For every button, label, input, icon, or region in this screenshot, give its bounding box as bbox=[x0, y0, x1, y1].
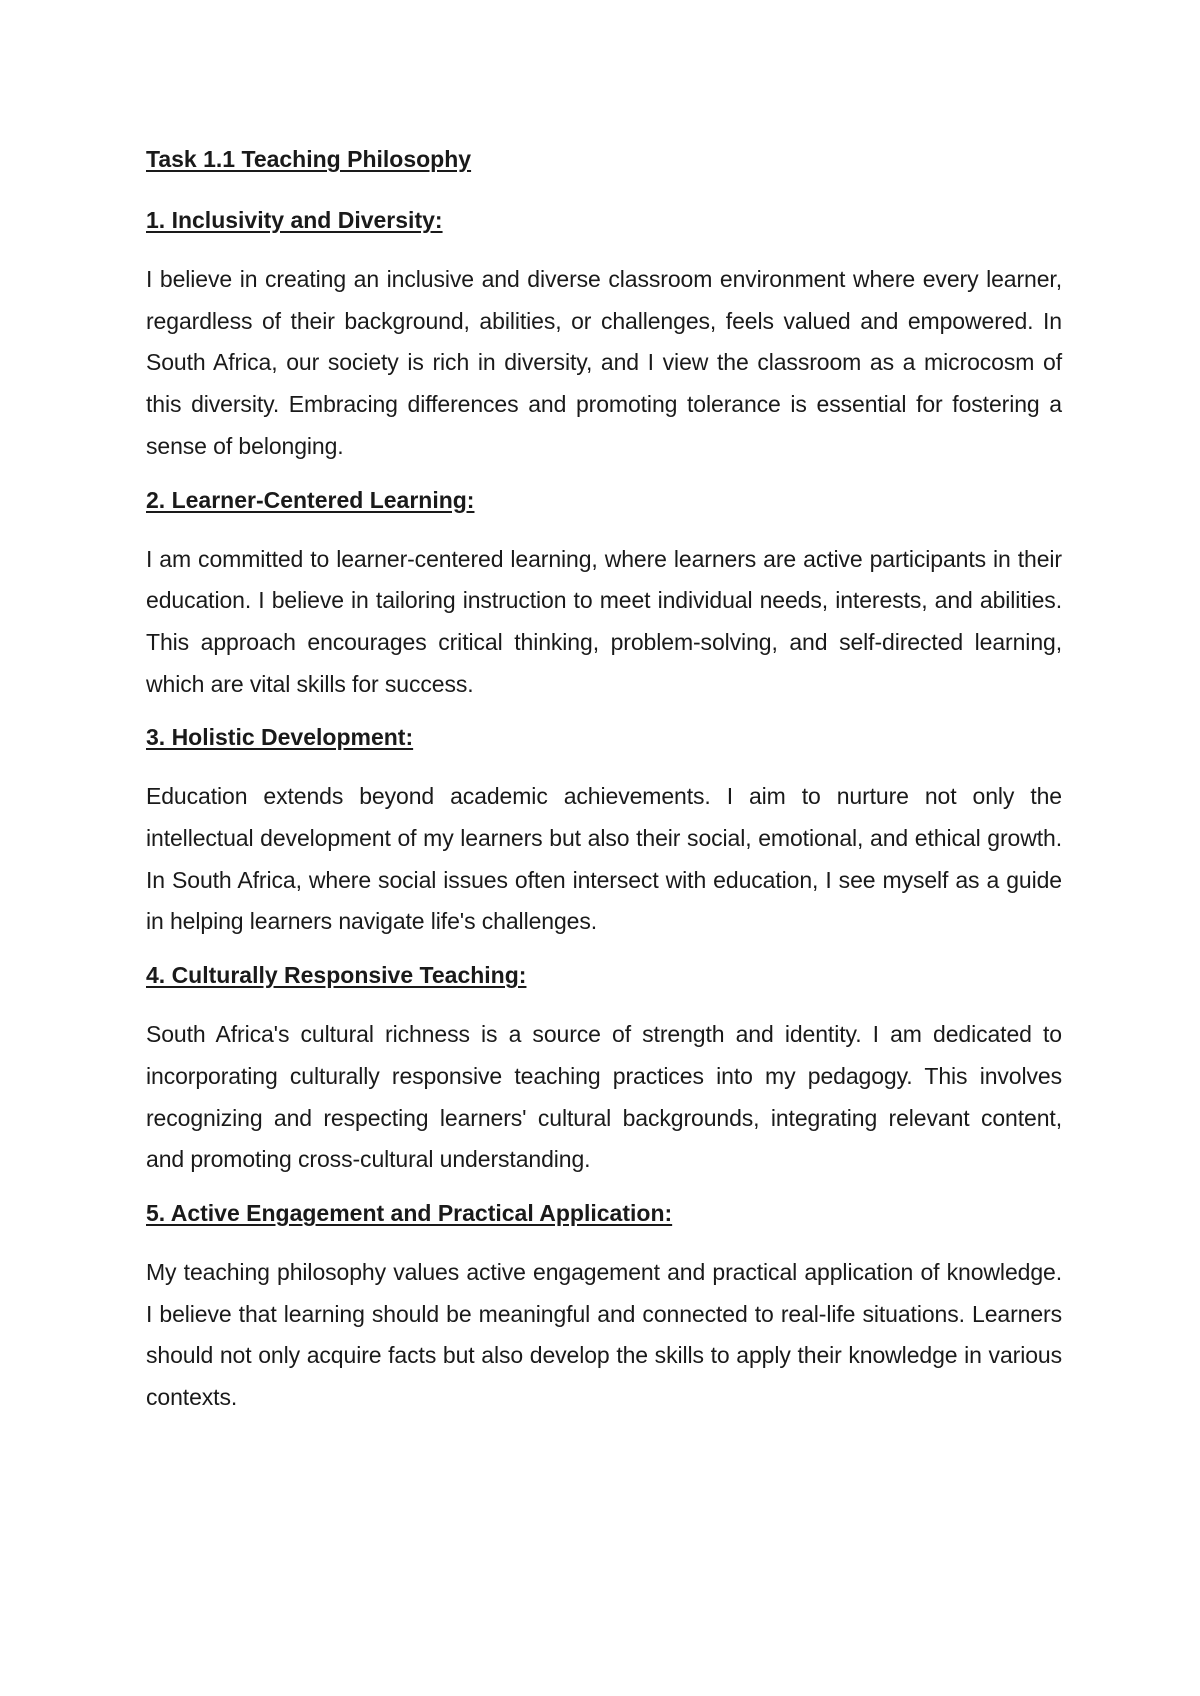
section-heading: 3. Holistic Development: bbox=[146, 724, 414, 751]
section-heading: 2. Learner-Centered Learning: bbox=[146, 486, 475, 513]
section-paragraph: My teaching philosophy values active engagement and practical application of knowledge. I believe that learning should be meaningful and connected to real-life situations. Learners should not only acquire facts but also develop the skills to apply their knowledge in various contexts. bbox=[146, 1258, 1062, 1411]
document-page bbox=[146, 144, 1062, 1436]
section-heading: 4. Culturally Responsive Teaching: bbox=[146, 962, 527, 989]
section-inclusivity-diversity bbox=[146, 205, 1062, 468]
section-paragraph: I believe in creating an inclusive and diverse classroom environment where every learner, regardless of their background, abilities, or challenges, feels valued and empowered. In South Africa, our society is rich in diversity, and I view the classroom as a microcosm of this diversity. Embracing differences and promoting tolerance is essential for fostering a sense of belonging. bbox=[146, 266, 1062, 459]
section-paragraph: I am committed to learner-centered learning, where learners are active participants in their education. I believe in tailoring instruction to meet individual needs, interests, and abilities. This approach encourages critical thinking, problem-solving, and self-directed learning, which are vital skills for success. bbox=[146, 545, 1062, 697]
section-active-engagement bbox=[146, 1198, 1062, 1419]
section-holistic-development bbox=[146, 722, 1062, 943]
section-heading: 5. Active Engagement and Practical Application: bbox=[146, 1199, 673, 1226]
section-heading: 1. Inclusivity and Diversity: bbox=[146, 207, 443, 233]
section-learner-centered-learning bbox=[146, 485, 1062, 706]
section-paragraph: Education extends beyond academic achievements. I aim to nurture not only the intellectual development of my learners but also their social, emotional, and ethical growth. In South Africa, where social issues often intersect with education, I see myself as a guide in helping learners navigate life's challenges. bbox=[146, 783, 1062, 935]
document-title: Task 1.1 Teaching Philosophy bbox=[146, 146, 472, 172]
section-paragraph: South Africa's cultural richness is a source of strength and identity. I am dedicated to incorporating culturally responsive teaching practices into my pedagogy. This involves recognizing and respecting learners' cultural backgrounds, integrating relevant content, and promoting cross-cultural understanding. bbox=[146, 1021, 1062, 1173]
section-culturally-responsive-teaching bbox=[146, 960, 1062, 1181]
